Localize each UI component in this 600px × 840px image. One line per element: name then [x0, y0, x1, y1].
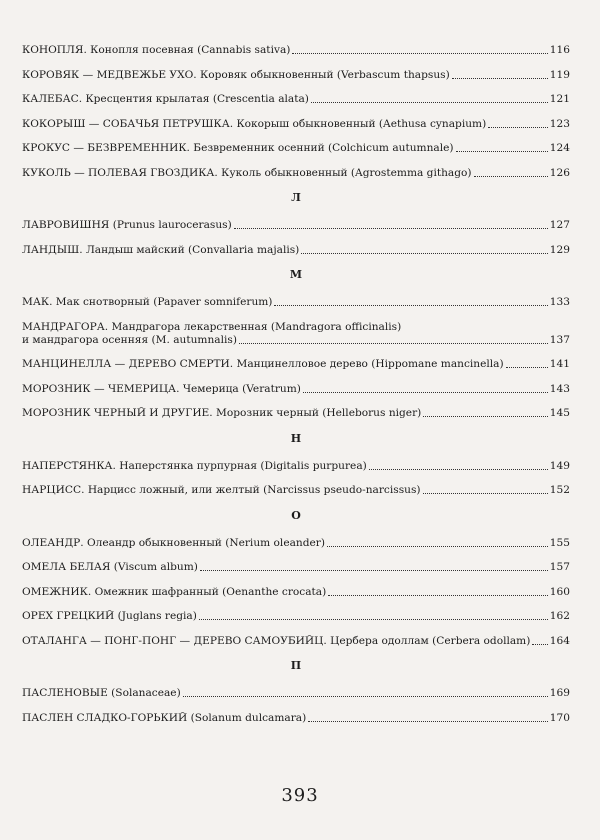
entry-page-number: 119	[549, 68, 570, 81]
dot-leader	[301, 252, 547, 254]
toc-section	[22, 268, 570, 420]
entry-title: ОМЕЛА БЕЛАЯ (Viscum album)	[22, 561, 198, 573]
toc-entry[interactable]	[22, 93, 570, 106]
entry-title: НАПЕРСТЯНКА. Наперстянка пурпурная (Digitalis purpurea)	[22, 459, 367, 472]
entry-title: ОРЕХ ГРЕЦКИЙ (Juglans regia)	[22, 610, 197, 622]
toc-entry[interactable]	[22, 586, 570, 599]
entry-page-number: 164	[549, 634, 570, 647]
toc-entry[interactable]	[22, 358, 570, 371]
dot-leader	[328, 594, 548, 596]
toc-entry[interactable]	[22, 484, 570, 497]
toc-entry[interactable]	[22, 334, 570, 347]
dot-leader	[199, 618, 548, 620]
entry-title: КУКОЛЬ — ПОЛЕВАЯ ГВОЗДИКА. Куколь обыкновенный (Agrostemma githago)	[22, 166, 472, 179]
entry-page-number: 126	[549, 166, 570, 179]
entry-title: НАРЦИСС. Нарцисс ложный, или желтый (Narcissus pseudo-narcissus)	[22, 484, 421, 496]
dot-leader	[327, 545, 548, 547]
toc-entry-line	[22, 321, 570, 334]
dot-leader	[292, 52, 547, 54]
toc-entry[interactable]	[22, 537, 570, 550]
dot-leader	[452, 77, 548, 79]
toc-entry[interactable]	[22, 167, 570, 180]
toc-entry[interactable]	[22, 296, 570, 309]
section-letter: П	[290, 659, 302, 672]
entry-page-number: 169	[549, 687, 570, 699]
entry-page-number: 127	[549, 219, 570, 231]
dot-leader	[303, 391, 548, 393]
dot-leader	[274, 304, 547, 306]
toc-section	[22, 659, 570, 725]
entry-title: ОМЕЖНИК. Омежник шафранный (Oenanthe crocata)	[22, 585, 327, 598]
entry-page-number: 160	[549, 585, 570, 598]
entry-title: и мандрагора осенняя (M. autumnalis)	[22, 333, 237, 346]
entry-title: ПАСЛЕНОВЫЕ (Solanaceae)	[22, 687, 181, 699]
section-letter: М	[289, 268, 303, 281]
toc-entry[interactable]	[22, 635, 570, 648]
entry-page-number: 155	[549, 536, 570, 549]
entry-title: ЛАВРОВИШНЯ (Prunus laurocerasus)	[22, 219, 232, 231]
entry-title: КОРОВЯК — МЕДВЕЖЬЕ УХО. Коровяк обыкновенный (Verbascum thapsus)	[22, 68, 450, 81]
entry-title: МОРОЗНИК — ЧЕМЕРИЦА. Чемерица (Veratrum)	[22, 382, 301, 395]
entry-title: ПАСЛЕН СЛАДКО-ГОРЬКИЙ (Solanum dulcamara)	[22, 711, 307, 724]
entry-page-number: 157	[549, 561, 570, 573]
entry-page-number: 170	[549, 711, 570, 724]
entry-page-number: 141	[549, 358, 570, 370]
toc-entry[interactable]	[22, 610, 570, 623]
entry-title: ОТАЛАНГА — ПОНГ-ПОНГ — ДЕРЕВО САМОУБИЙЦ. Цербера одоллам (Cerbera odollam)	[22, 634, 531, 647]
toc-entry[interactable]	[22, 44, 570, 57]
dot-leader	[369, 468, 548, 470]
entry-page-number: 116	[549, 44, 570, 56]
section-letter: Л	[291, 191, 301, 204]
toc-entry[interactable]	[22, 712, 570, 725]
entry-title: КОКОРЫШ — СОБАЧЬЯ ПЕТРУШКА. Кокорыш обыкновенный (Aethusa cynapium)	[22, 117, 487, 130]
dot-leader	[423, 415, 547, 417]
entry-page-number: 129	[549, 243, 570, 256]
entry-page-number: 123	[549, 117, 570, 130]
dot-leader	[311, 101, 548, 103]
toc-section	[22, 432, 570, 498]
dot-leader	[488, 126, 548, 128]
page-number: 393	[281, 785, 319, 806]
entry-title: КАЛЕБАС. Кресцентия крылатая (Crescentia alata)	[22, 93, 309, 105]
entry-page-number: 124	[549, 142, 570, 154]
entry-page-number: 149	[549, 459, 570, 472]
toc-section	[22, 509, 570, 648]
dot-leader	[456, 150, 548, 152]
toc-entry[interactable]	[22, 687, 570, 700]
entry-page-number: 162	[549, 610, 570, 622]
dot-leader	[239, 342, 548, 344]
entry-page-number: 121	[549, 93, 570, 105]
toc-entry[interactable]	[22, 118, 570, 131]
dot-leader	[234, 227, 548, 229]
toc-entry[interactable]	[22, 69, 570, 82]
toc-section	[22, 44, 570, 180]
toc-entry[interactable]	[22, 383, 570, 396]
dot-leader	[532, 643, 547, 645]
dot-leader	[183, 695, 548, 697]
dot-leader	[200, 569, 548, 571]
entry-title: МАНДРАГОРА. Мандрагора лекарственная (Mandragora officinalis)	[22, 320, 402, 333]
toc-entry[interactable]	[22, 460, 570, 473]
entry-page-number: 137	[549, 333, 570, 346]
entry-page-number: 145	[549, 407, 570, 419]
toc-entry[interactable]	[22, 219, 570, 232]
toc-entry[interactable]	[22, 561, 570, 574]
entry-title: МОРОЗНИК ЧЕРНЫЙ И ДРУГИЕ. Морозник черный (Helleborus niger)	[22, 407, 422, 419]
entry-title: ЛАНДЫШ. Ландыш майский (Convallaria majalis)	[22, 243, 300, 256]
section-letter: Н	[290, 431, 302, 445]
dot-leader	[474, 175, 548, 177]
dot-leader	[308, 720, 548, 722]
entry-title: ОЛЕАНДР. Олеандр обыкновенный (Nerium oleander)	[22, 536, 325, 549]
dot-leader	[506, 366, 548, 368]
entry-page-number: 133	[549, 296, 570, 308]
table-of-contents	[22, 38, 570, 736]
entry-page-number: 143	[549, 382, 570, 395]
section-letter: О	[291, 508, 301, 522]
entry-title: МАК. Мак снотворный (Papaver somniferum)	[22, 296, 273, 308]
dot-leader	[423, 492, 548, 494]
entry-page-number: 152	[549, 484, 570, 496]
entry-title: КОНОПЛЯ. Конопля посевная (Cannabis sativa)	[22, 44, 291, 56]
entry-title: МАНЦИНЕЛЛА — ДЕРЕВО СМЕРТИ. Манцинелловое дерево (Hippomane mancinella)	[22, 358, 504, 370]
toc-entry[interactable]	[22, 142, 570, 155]
toc-entry[interactable]	[22, 244, 570, 257]
entry-title: КРОКУС — БЕЗВРЕМЕННИК. Безвременник осенний (Colchicum autumnale)	[22, 142, 454, 154]
toc-entry[interactable]	[22, 407, 570, 420]
toc-section	[22, 191, 570, 257]
